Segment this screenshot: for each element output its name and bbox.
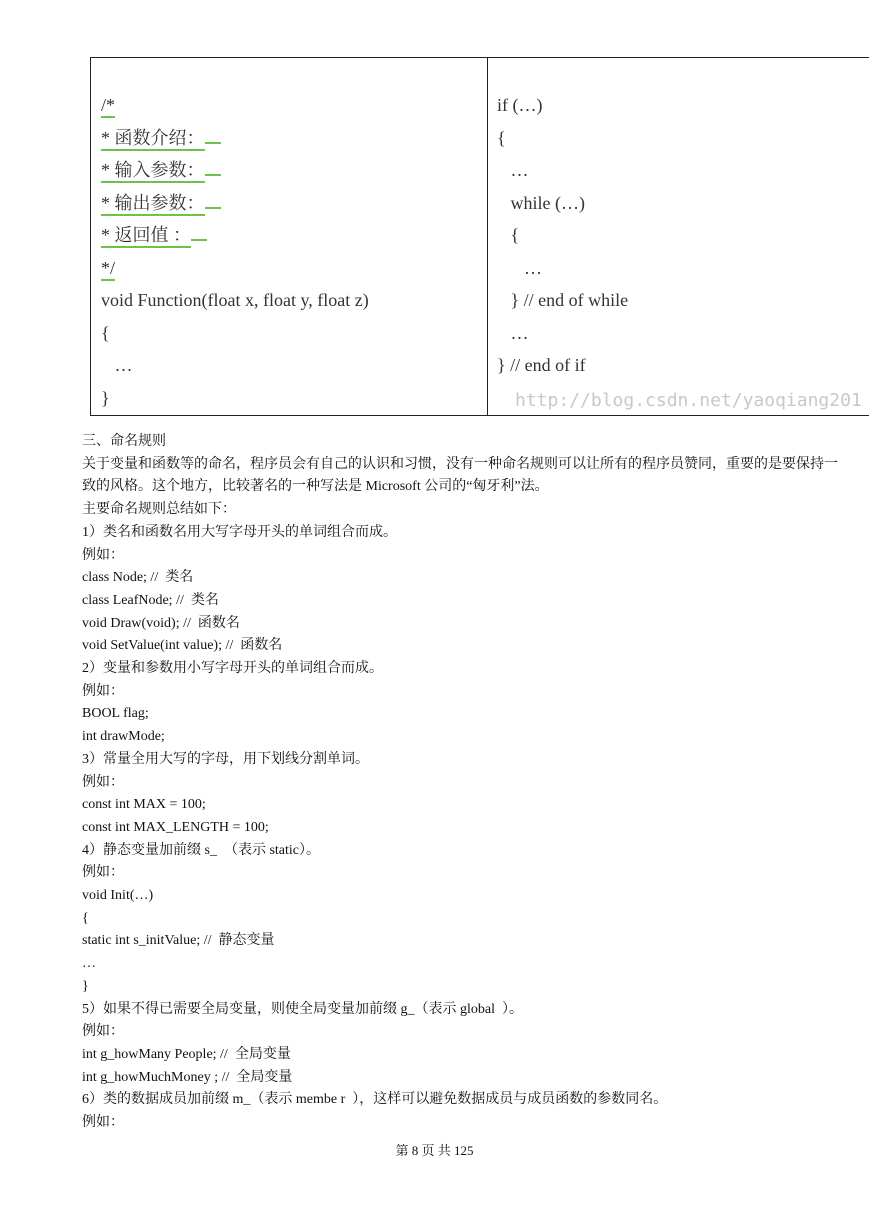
code-text: … bbox=[82, 956, 96, 972]
code-text: int g_howMuchMoney ; // 全局变量 bbox=[82, 1069, 293, 1085]
rule-item: 4）静态变量加前缀 s_ （表示 static）。 bbox=[82, 842, 320, 858]
code-line: … bbox=[497, 257, 542, 278]
code-text: void Draw(void); // 函数名 bbox=[82, 615, 240, 631]
code-example-table bbox=[90, 57, 869, 416]
code-line: void Function(float x, float y, float z) bbox=[101, 290, 369, 310]
example-label: 例如： bbox=[82, 865, 124, 881]
code-line: … bbox=[497, 322, 529, 343]
code-text: } bbox=[82, 978, 89, 994]
code-line: { bbox=[497, 127, 506, 148]
code-text: class Node; // 类名 bbox=[82, 570, 194, 586]
section-heading: 三、命名规则 bbox=[82, 434, 166, 449]
code-line: … bbox=[497, 160, 529, 180]
paragraph: 主要命名规则总结如下： bbox=[82, 502, 236, 518]
code-text: static int s_initValue; // 静态变量 bbox=[82, 933, 275, 949]
code-line: } bbox=[101, 387, 110, 408]
code-text: void Init(…) bbox=[82, 888, 154, 904]
code-line: * 返回值 ： bbox=[101, 224, 207, 246]
rule-item: 2）变量和参数用小写字母开头的单词组合而成。 bbox=[82, 661, 383, 677]
code-line: } // end of while bbox=[497, 290, 629, 310]
code-text: int g_howMany People; // 全局变量 bbox=[82, 1046, 291, 1062]
paragraph: 关于变量和函数等的命名，程序员会有自己的认识和习惯，没有一种命名规则可以让所有的程序员赞同，重要的是要保持一致的风格。这个地方，比较著名的一种写法是 Microsoft 公司的“匈牙利”法。 bbox=[82, 456, 838, 495]
code-line: if (…) bbox=[497, 95, 543, 115]
code-line: */ bbox=[101, 257, 115, 279]
code-line: { bbox=[497, 225, 520, 245]
example-label: 例如： bbox=[82, 1024, 124, 1040]
code-text: class LeafNode; // 类名 bbox=[82, 592, 219, 608]
example-label: 例如： bbox=[82, 683, 124, 699]
code-text: const int MAX_LENGTH = 100; bbox=[82, 819, 269, 835]
code-line: … bbox=[101, 355, 133, 375]
code-text: { bbox=[82, 910, 89, 926]
rule-item: 5）如果不得已需要全局变量，则使全局变量加前缀 g_（表示 global ）。 bbox=[82, 1001, 523, 1017]
document-body bbox=[82, 431, 842, 1135]
code-line: { bbox=[101, 322, 110, 343]
rule-item: 6）类的数据成员加前缀 m_（表示 membe r ），这样可以避免数据成员与成员函数的参数同名。 bbox=[82, 1092, 668, 1108]
code-line: * 函数介绍： bbox=[101, 127, 221, 149]
rule-item: 1）类名和函数名用大写字母开头的单词组合而成。 bbox=[82, 524, 397, 540]
code-line: } // end of if bbox=[497, 355, 586, 375]
code-text: const int MAX = 100; bbox=[82, 797, 206, 813]
code-text: int drawMode; bbox=[82, 729, 165, 745]
watermark: http://blog.csdn.net/yaoqiang201 bbox=[515, 390, 862, 411]
code-line: /* bbox=[101, 94, 115, 116]
code-line: * 输出参数： bbox=[101, 192, 221, 214]
page-footer: 第 8 页 共 125 bbox=[395, 1143, 474, 1158]
column-divider bbox=[487, 58, 488, 415]
code-line: * 输入参数： bbox=[101, 159, 221, 181]
example-label: 例如： bbox=[82, 774, 124, 790]
rule-item: 3）常量全用大写的字母，用下划线分割单词。 bbox=[82, 751, 369, 767]
code-text: void SetValue(int value); // 函数名 bbox=[82, 638, 283, 654]
code-text: BOOL flag; bbox=[82, 706, 149, 722]
code-line: while (…) bbox=[497, 192, 585, 213]
example-label: 例如： bbox=[82, 547, 124, 563]
example-label: 例如： bbox=[82, 1115, 124, 1131]
